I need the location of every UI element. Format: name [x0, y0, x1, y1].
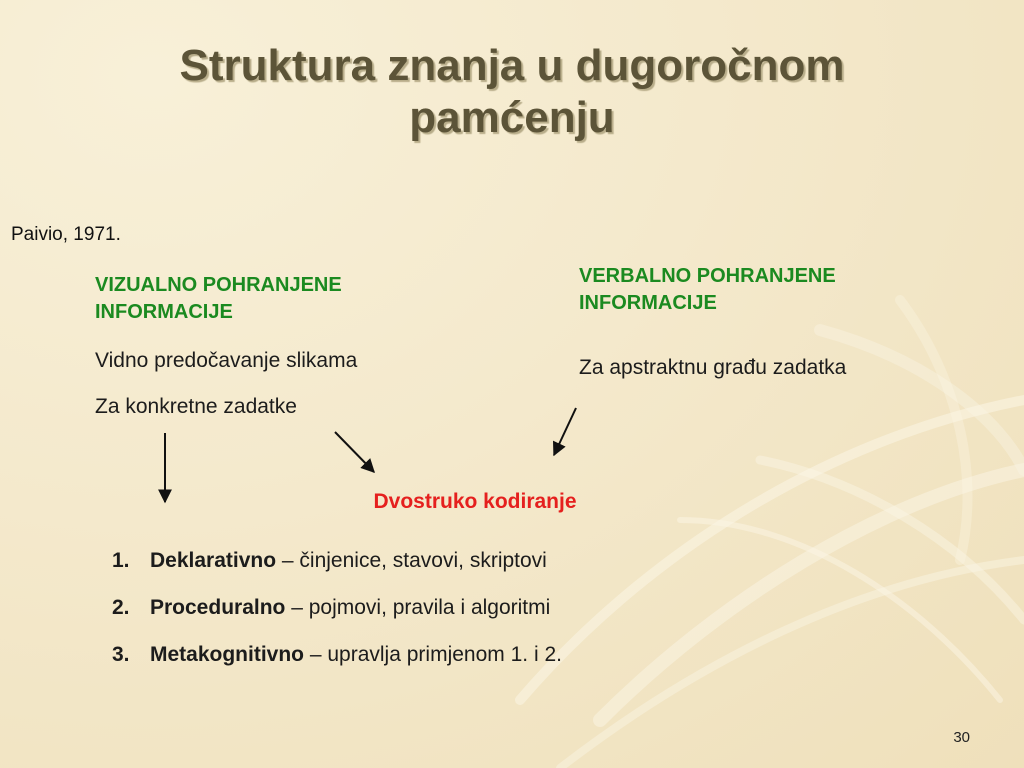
citation: Paivio, 1971.: [11, 224, 121, 245]
verbal-heading-line-1: VERBALNO POHRANJENE: [579, 265, 836, 287]
verbal-line-1: Za apstraktnu građu zadatka: [579, 356, 847, 379]
list-item-description: – pojmovi, pravila i algoritmi: [285, 596, 551, 619]
arrow-diagonal-right: [335, 432, 374, 472]
dual-coding-label: Dvostruko kodiranje: [373, 490, 577, 513]
list-item: [112, 596, 562, 643]
visual-heading-line-2: INFORMACIJE: [95, 301, 233, 323]
list-item-term: Metakognitivno: [150, 643, 305, 666]
list-item-term: Proceduralno: [150, 596, 286, 619]
list-item-term: Deklarativno: [150, 549, 277, 572]
visual-line-1: Vidno predočavanje slikama: [95, 349, 358, 372]
list-item-description: – upravlja primjenom 1. i 2.: [304, 643, 562, 666]
slide-title-line-1: Struktura znanja u dugoročnom: [179, 41, 845, 90]
list-item-number: 1.: [112, 549, 130, 572]
list-item-number: 2.: [112, 596, 130, 619]
verbal-heading-line-2: INFORMACIJE: [579, 292, 717, 314]
list-item: [112, 549, 562, 596]
list-item-description: – činjenice, stavovi, skriptovi: [276, 549, 547, 572]
slide-title-line-2: pamćenju: [409, 93, 615, 142]
knowledge-type-list: [112, 549, 562, 690]
visual-heading-line-1: VIZUALNO POHRANJENE: [95, 274, 342, 296]
visual-line-2: Za konkretne zadatke: [95, 395, 297, 418]
list-item-number: 3.: [112, 643, 130, 666]
list-item: [112, 643, 562, 690]
page-number: 30: [953, 729, 970, 746]
arrow-diagonal-left: [554, 408, 576, 455]
